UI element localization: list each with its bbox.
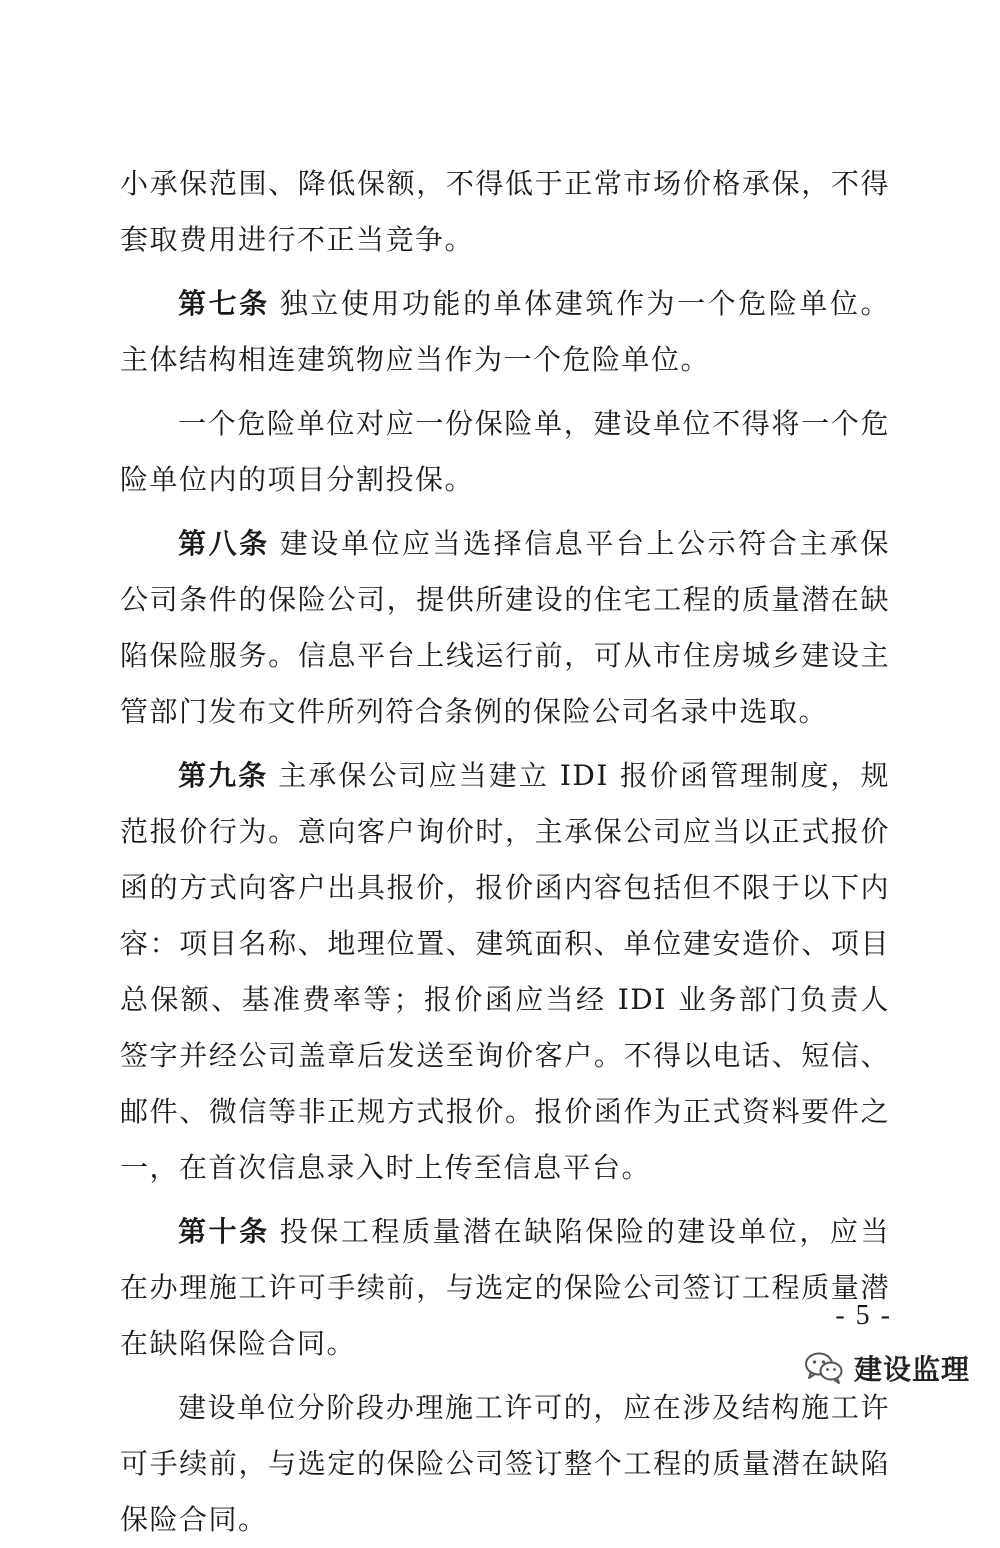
paragraph-text: 小承保范围、降低保额，不得低于正常市场价格承保，不得套取费用进行不正当竞争。 xyxy=(120,167,890,256)
paragraph-3 xyxy=(120,396,890,508)
paragraph-text: 建设单位应当选择信息平台上公示符合主承保公司条件的保险公司，提供所建设的住宅工程的质量潜在缺陷保险服务。信息平台上线运行前，可从市住房城乡建设主管部门发布文件所列符合条例的保险公司名录中选取。 xyxy=(120,527,890,728)
paragraph-1 xyxy=(120,156,890,268)
paragraph-text: 投保工程质量潜在缺陷保险的建设单位，应当在办理施工许可手续前，与选定的保险公司签订工程质量潜在缺陷保险合同。 xyxy=(120,1215,890,1360)
paragraph-article-8 xyxy=(120,516,890,740)
wechat-icon xyxy=(804,1351,844,1385)
watermark-text: 建设监理 xyxy=(853,1353,970,1386)
watermark xyxy=(804,1346,970,1390)
paragraph-7 xyxy=(120,1380,890,1548)
article-label: 第七条 xyxy=(178,287,270,320)
article-label: 第十条 xyxy=(178,1215,270,1248)
paragraph-text: 一个危险单位对应一份保险单，建设单位不得将一个危险单位内的项目分割投保。 xyxy=(120,407,890,496)
paragraph-text: 独立使用功能的单体建筑作为一个危险单位。主体结构相连建筑物应当作为一个危险单位。 xyxy=(120,287,890,376)
paragraph-article-9 xyxy=(120,748,890,1196)
paragraph-article-7 xyxy=(120,276,890,388)
article-label: 第九条 xyxy=(178,759,269,792)
paragraph-text: 建设单位分阶段办理施工许可的，应在涉及结构施工许可手续前，与选定的保险公司签订整个工程的质量潜在缺陷保险合同。 xyxy=(120,1391,890,1536)
paragraph-text: 主承保公司应当建立 IDI 报价函管理制度，规范报价行为。意向客户询价时，主承保公司应当以正式报价函的方式向客户出具报价，报价函内容包括但不限于以下内容：项目名称、地理位置、建筑面积、单位建安造价、项目总保额、基准费率等；报价函应当经 IDI 业务部门负责人签字并经公司盖章后发送至询价客户。不得以电话、短信、邮件、微信等非正规方式报价。报价函作为正式资料要件之一，在首次信息录入时上传至信息平台。 xyxy=(120,759,890,1184)
paragraph-article-10 xyxy=(120,1204,890,1372)
document-body xyxy=(120,156,890,1548)
page-number: - 5 - xyxy=(835,1300,892,1331)
article-label: 第八条 xyxy=(178,527,270,560)
